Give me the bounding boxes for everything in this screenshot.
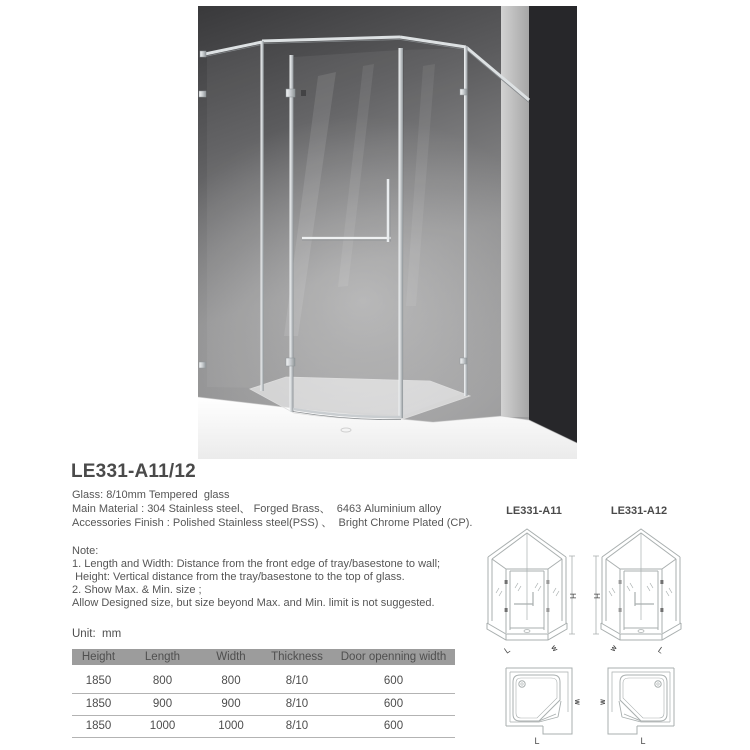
cell: 1850 (85, 675, 112, 687)
iso-diagram-a11 (486, 520, 582, 658)
door-handle-post (399, 48, 404, 418)
cell: 600 (383, 675, 404, 687)
cell: 800 (221, 675, 241, 687)
cell: 600 (383, 698, 404, 710)
table-row (72, 665, 455, 694)
table-row (72, 716, 455, 738)
dim-height-label: H (568, 593, 577, 599)
col-header-length: Length (144, 651, 181, 663)
cell: 900 (152, 698, 173, 710)
cell: 800 (152, 675, 173, 687)
product-photo (198, 6, 577, 459)
cell: 8/10 (285, 720, 309, 732)
col-header-thickness: Thickness (271, 651, 323, 663)
spec-list (72, 488, 472, 530)
dim-width-label: W (610, 645, 619, 654)
cell: 8/10 (285, 698, 309, 710)
col-header-height: Height (81, 651, 116, 663)
col-header-width: Width (216, 651, 246, 663)
note-block (72, 545, 440, 610)
cell: 1850 (85, 720, 112, 732)
dim-width-label: W (549, 645, 558, 654)
unit-label: Unit: mm (72, 628, 122, 640)
iso-diagram-a12 (586, 520, 682, 658)
note-line: 1. Length and Width: Distance from the front edge of tray/basestone to wall; (72, 558, 441, 570)
cell: 1000 (218, 720, 244, 732)
plan-diagram-a12 (597, 664, 677, 746)
cell: 1850 (85, 698, 112, 710)
dim-width-label: W (573, 699, 579, 705)
page-title: LE331-A11/12 (71, 461, 196, 482)
cell: 600 (383, 720, 404, 732)
dim-height-label: H (592, 593, 601, 599)
diagram-label-a12: LE331-A12 (610, 505, 668, 517)
spec-line-glass: Glass: 8/10mm Tempered glass (72, 489, 230, 501)
spec-line-finish: Accessories Finish : Polished Stainless steel(PSS) 、 Bright Chrome Plated (CP). (72, 517, 473, 529)
size-table (72, 649, 455, 738)
col-header-door-opening: Door openning width (340, 651, 447, 663)
note-label: Note: (72, 545, 99, 557)
dim-width-label: W (601, 699, 607, 705)
cell: 900 (221, 698, 241, 710)
right-corner-post (464, 46, 468, 396)
spec-line-material: Main Material : 304 Stainless steel、 Forged Brass、 6463 Aluminium alloy (72, 503, 442, 515)
dim-length-label: L (656, 644, 666, 656)
dim-length-label: L (502, 644, 512, 656)
plan-diagram-a11 (503, 664, 583, 746)
note-line: 2. Show Max. & Min. size ; (72, 584, 202, 596)
dim-length-label: L (640, 736, 646, 746)
note-line: Allow Designed size, but size beyond Max. and Min. limit is not suggested. (72, 597, 435, 609)
glass-left-panel (207, 44, 261, 388)
left-corner-post (261, 41, 264, 391)
cell: 1000 (149, 720, 176, 732)
photo-pillar (501, 6, 529, 417)
dim-length-label: L (534, 736, 540, 746)
cell: 8/10 (285, 675, 309, 687)
diagram-label-a11: LE331-A11 (506, 505, 562, 517)
note-line: Height: Vertical distance from the tray/basestone to the top of glass. (72, 571, 405, 583)
photo-dark-panel (529, 6, 577, 459)
size-table-header (72, 649, 455, 665)
table-row (72, 694, 455, 716)
door-hinge-top (286, 89, 295, 97)
door-hinge-bottom (286, 358, 295, 366)
